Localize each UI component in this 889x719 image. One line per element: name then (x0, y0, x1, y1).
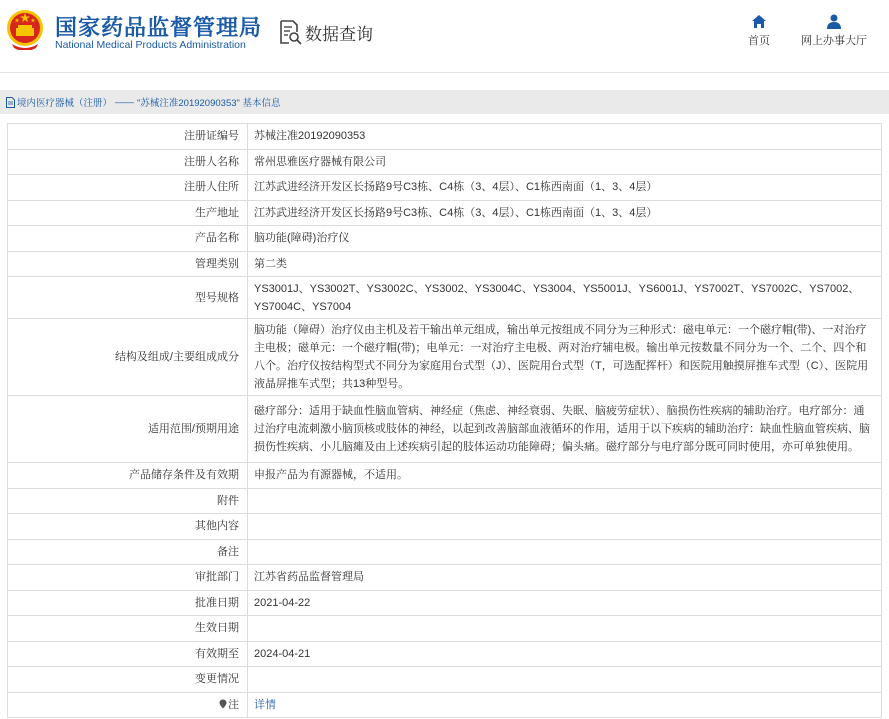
site-title-en: National Medical Products Administration (55, 39, 246, 51)
row-label: 型号规格 (8, 277, 248, 319)
nav-home-label: 首页 (748, 35, 770, 47)
row-value: 2024-04-21 (248, 641, 882, 667)
table-row (8, 277, 882, 319)
row-value (248, 616, 882, 642)
row-value (248, 667, 882, 693)
table-row (8, 319, 882, 396)
row-label: 生产地址 (8, 200, 248, 226)
user-icon (826, 14, 842, 29)
home-icon (751, 14, 767, 29)
row-value: 江苏武进经济开发区长扬路9号C3栋、C4栋（3、4层）、C1栋西南面（1、3、4层） (248, 200, 882, 226)
row-label: 变更情况 (8, 667, 248, 693)
data-query-heading (278, 18, 373, 46)
row-label: 注册证编号 (8, 124, 248, 150)
site-header (0, 0, 889, 72)
table-row (8, 514, 882, 540)
table-row (8, 124, 882, 150)
row-label: 生效日期 (8, 616, 248, 642)
document-search-icon (278, 19, 302, 45)
row-value: 江苏省药品监督管理局 (248, 565, 882, 591)
row-value (248, 539, 882, 565)
row-label: 附件 (8, 488, 248, 514)
nav-home-button[interactable] (744, 14, 774, 48)
table-row (8, 692, 882, 718)
map-pin-icon (219, 699, 227, 709)
nav-online-hall-label: 网上办事大厅 (801, 35, 867, 47)
row-label: 产品名称 (8, 226, 248, 252)
site-title-cn: 国家药品监督管理局 (55, 15, 263, 40)
row-label: 产品储存条件及有效期 (8, 463, 248, 489)
table-row (8, 463, 882, 489)
row-label: 审批部门 (8, 565, 248, 591)
row-value: 江苏武进经济开发区长扬路9号C3栋、C4栋（3、4层）、C1栋西南面（1、3、4层） (248, 175, 882, 201)
row-value: 常州思雅医疗器械有限公司 (248, 149, 882, 175)
nav-online-hall-button[interactable] (799, 14, 869, 48)
row-label: 结构及组成/主要组成成分 (8, 319, 248, 396)
detail-link[interactable]: 详情 (254, 698, 276, 711)
table-row (8, 251, 882, 277)
row-label: 有效期至 (8, 641, 248, 667)
row-value (248, 488, 882, 514)
breadcrumb-current: "苏械注准20192090353" 基本信息 (137, 98, 281, 109)
breadcrumb-category-link[interactable]: 境内医疗器械（注册） (17, 98, 113, 109)
breadcrumb-separator: —— (115, 96, 135, 108)
breadcrumb (0, 90, 889, 114)
data-query-label: 数据查询 (305, 24, 373, 44)
row-label: 适用范围/预期用途 (8, 396, 248, 463)
table-row (8, 667, 882, 693)
table-row (8, 175, 882, 201)
row-value: 第二类 (248, 251, 882, 277)
registration-detail-table (7, 123, 882, 718)
row-label: 其他内容 (8, 514, 248, 540)
table-row (8, 539, 882, 565)
table-row (8, 226, 882, 252)
note-label-cell (8, 692, 248, 718)
row-label: 批准日期 (8, 590, 248, 616)
table-row (8, 641, 882, 667)
row-value (248, 514, 882, 540)
row-value: 磁疗部分：适用于缺血性脑血管病、神经症（焦虑、神经衰弱、失眠、脑疲劳症状）、脑损伤性疾病的辅助治疗。电疗部分：通过治疗电流刺激小脑顶核或肢体的神经，以起到改善脑部血液循环的作用，适用于以下疾病的辅助治疗：缺血性脑血管疾病、脑损伤性疾病、小儿脑瘫及由上述疾病引起的肢体运动功能障碍；偏头痛。磁疗部分与电疗部分既可同时使用，亦可单独使用。 (248, 396, 882, 463)
row-label: 管理类别 (8, 251, 248, 277)
table-row (8, 200, 882, 226)
row-label: 注册人住所 (8, 175, 248, 201)
row-value: 申报产品为有源器械，不适用。 (248, 463, 882, 489)
row-label: 注 (228, 698, 239, 711)
table-row (8, 616, 882, 642)
table-row (8, 590, 882, 616)
row-value: YS3001J、YS3002T、YS3002C、YS3002、YS3004C、YS3004、YS5001J、YS6001J、YS7002T、YS7002C、YS7002、YS7004C、YS7004 (248, 277, 882, 319)
row-value: 苏械注准20192090353 (248, 124, 882, 150)
national-emblem-icon (6, 8, 44, 50)
row-value (248, 692, 882, 718)
table-row (8, 396, 882, 463)
table-row (8, 565, 882, 591)
header-divider (0, 72, 889, 73)
table-row (8, 488, 882, 514)
row-label: 注册人名称 (8, 149, 248, 175)
row-label: 备注 (8, 539, 248, 565)
document-icon (6, 97, 15, 108)
row-value: 2021-04-22 (248, 590, 882, 616)
row-value: 脑功能（障碍）治疗仪由主机及若干输出单元组成，输出单元按组成不同分为三种形式：磁电单元：一个磁疗帽(带)、一对治疗主电极；磁单元：一个磁疗帽(带)；电单元：一对治疗主电极、两对治疗辅电极。输出单元按数量不同分为一个、二个、四个和八个。治疗仪按结构型式不同分为家庭用台式型（J）、医院用台式型（T，可选配挥杆）和医院用触摸屏推车式型（C）、医院用液晶屏推车式型；共13种型号。 (248, 319, 882, 396)
row-value: 脑功能(障碍)治疗仪 (248, 226, 882, 252)
table-row (8, 149, 882, 175)
